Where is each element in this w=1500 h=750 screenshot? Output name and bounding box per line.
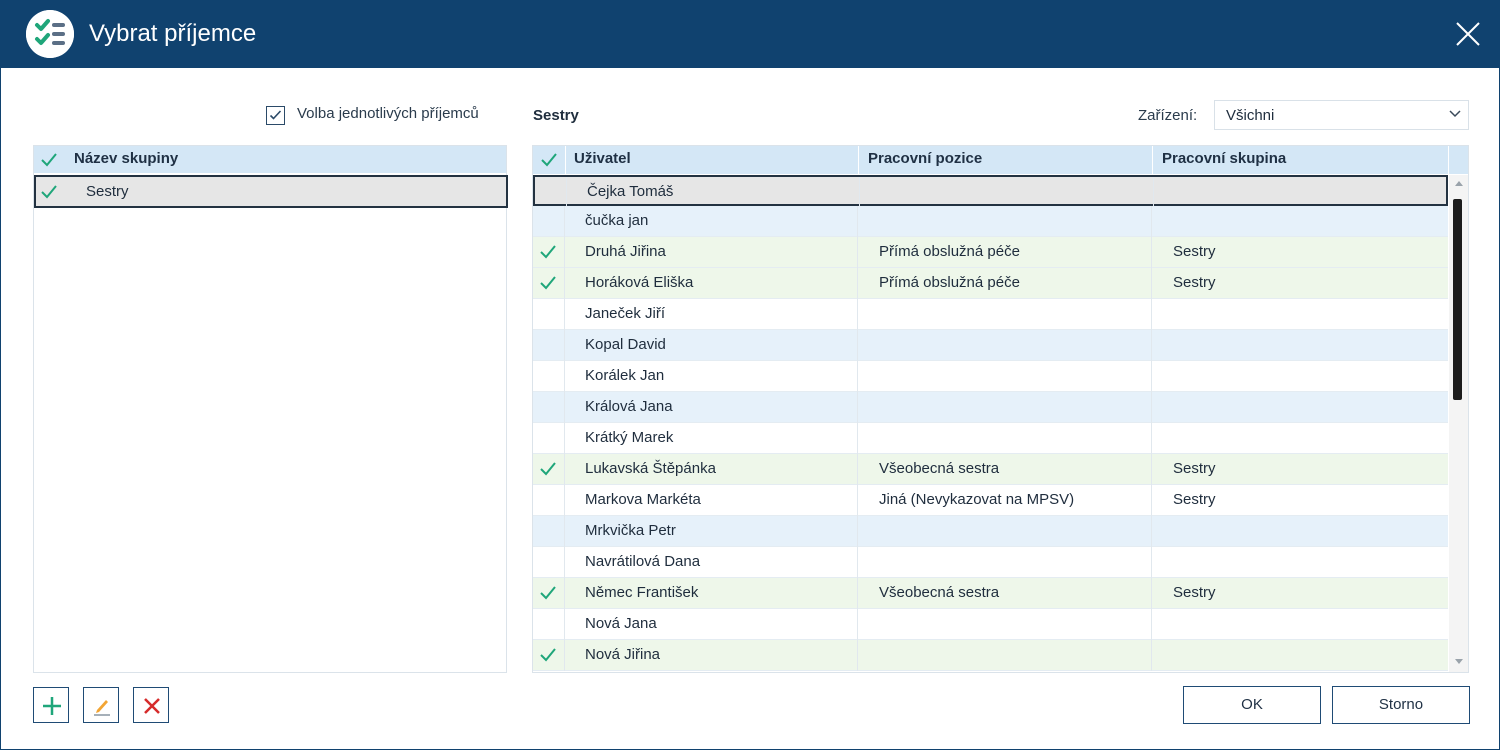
individual-recipients-label[interactable]: Volba jednotlivých příjemců — [297, 105, 479, 122]
position-cell[interactable] — [858, 206, 1152, 237]
user-name-cell[interactable] — [565, 361, 858, 392]
position-cell[interactable] — [858, 640, 1152, 671]
workgroup-cell[interactable] — [1152, 361, 1448, 392]
row-check-cell[interactable] — [533, 547, 565, 578]
row-check-cell[interactable] — [533, 237, 565, 268]
workgroup-cell[interactable] — [1152, 299, 1448, 330]
select-all-check-icon[interactable] — [540, 152, 558, 168]
table-row[interactable] — [533, 640, 1448, 671]
checkmark-icon — [268, 108, 283, 123]
select-all-check-icon[interactable] — [40, 152, 58, 168]
facility-label: Zařízení: — [1138, 107, 1198, 124]
individual-recipients-checkbox[interactable] — [266, 106, 285, 125]
table-row[interactable] — [533, 578, 1448, 609]
user-name-cell[interactable] — [565, 640, 858, 671]
workgroup-cell[interactable] — [1152, 454, 1448, 485]
row-check-cell[interactable] — [533, 361, 565, 392]
row-check-cell[interactable] — [533, 640, 565, 671]
workgroup-cell[interactable] — [1152, 485, 1448, 516]
column-separator — [1152, 146, 1153, 174]
facility-selected-value: Všichni — [1226, 107, 1275, 124]
table-row[interactable] — [533, 485, 1448, 516]
user-name-cell-text: Kopal David — [585, 336, 666, 353]
user-name-cell[interactable] — [565, 516, 858, 547]
row-check-cell[interactable] — [535, 177, 567, 208]
column-separator — [565, 146, 566, 174]
user-name-cell-text: Nová Jana — [585, 615, 657, 632]
column-separator — [1448, 146, 1449, 174]
pencil-icon — [91, 695, 113, 717]
position-cell[interactable] — [858, 516, 1152, 547]
scroll-down-arrow-icon[interactable] — [1455, 659, 1463, 664]
workgroup-cell[interactable] — [1152, 330, 1448, 361]
user-name-cell-text: Markova Markéta — [585, 491, 701, 508]
close-button[interactable] — [1448, 14, 1488, 54]
workgroup-cell[interactable] — [1152, 237, 1448, 268]
row-check-cell[interactable] — [533, 330, 565, 361]
table-row[interactable] — [533, 423, 1448, 454]
table-row[interactable] — [533, 547, 1448, 578]
position-cell[interactable] — [858, 330, 1152, 361]
users-grid — [532, 145, 1469, 673]
user-name-cell[interactable] — [565, 299, 858, 330]
ok-button[interactable]: OK — [1183, 686, 1321, 724]
check-icon[interactable] — [539, 275, 557, 291]
table-row[interactable] — [533, 361, 1448, 392]
position-cell[interactable] — [858, 485, 1152, 516]
group-name: Sestry — [86, 183, 129, 200]
workgroup-cell[interactable] — [1152, 268, 1448, 299]
delete-x-icon — [141, 695, 163, 717]
user-name-cell[interactable] — [565, 547, 858, 578]
table-row[interactable] — [533, 516, 1448, 547]
check-icon[interactable] — [539, 244, 557, 260]
workgroup-cell[interactable] — [1152, 578, 1448, 609]
workgroup-cell[interactable] — [1152, 609, 1448, 640]
dialog-title: Vybrat příjemce — [89, 20, 257, 47]
check-icon[interactable] — [40, 184, 58, 200]
user-name-cell-text: Mrkvička Petr — [585, 522, 676, 539]
user-name-cell-text: Navrátilová Dana — [585, 553, 701, 570]
table-row[interactable] — [533, 206, 1448, 237]
workgroup-cell-text: Sestry — [1173, 491, 1216, 508]
table-row[interactable] — [533, 299, 1448, 330]
user-name-cell[interactable] — [565, 330, 858, 361]
position-cell[interactable] — [858, 423, 1152, 454]
row-check-cell[interactable] — [533, 423, 565, 454]
table-row[interactable] — [533, 330, 1448, 361]
position-cell[interactable] — [858, 454, 1152, 485]
position-cell-text: Přímá obslužná péče — [879, 243, 1020, 260]
workgroup-cell[interactable] — [1152, 206, 1448, 237]
workgroup-cell-text: Sestry — [1173, 584, 1216, 601]
workgroup-cell-text: Sestry — [1173, 460, 1216, 477]
user-name-cell-text: Čejka Tomáš — [587, 183, 674, 200]
position-cell-text: Všeobecná sestra — [879, 584, 1000, 601]
position-cell-text: Přímá obslužná péče — [879, 274, 1020, 291]
chevron-down-icon — [1449, 110, 1461, 118]
row-check-cell[interactable] — [533, 516, 565, 547]
position-cell[interactable] — [858, 392, 1152, 423]
position-cell-text: Jiná (Nevykazovat na MPSV) — [879, 491, 1075, 508]
user-name-cell[interactable] — [567, 177, 860, 208]
position-cell[interactable] — [858, 237, 1152, 268]
position-cell[interactable] — [858, 547, 1152, 578]
user-name-cell[interactable] — [565, 206, 858, 237]
table-row[interactable] — [533, 237, 1448, 268]
position-cell[interactable] — [860, 177, 1154, 208]
position-column-header[interactable]: Pracovní pozice — [868, 150, 983, 167]
table-row[interactable] — [533, 609, 1448, 640]
position-cell-text: Všeobecná sestra — [879, 460, 1000, 477]
position-cell[interactable] — [858, 609, 1152, 640]
groups-grid-header — [34, 146, 506, 173]
groups-grid — [33, 145, 507, 673]
row-check-cell[interactable] — [533, 609, 565, 640]
row-check-cell[interactable] — [533, 454, 565, 485]
cancel-button[interactable]: Storno — [1332, 686, 1470, 724]
position-cell[interactable] — [858, 578, 1152, 609]
row-check-cell[interactable] — [533, 392, 565, 423]
workgroup-cell[interactable] — [1152, 392, 1448, 423]
user-name-cell-text: Korálek Jan — [585, 367, 665, 384]
table-row[interactable] — [533, 392, 1448, 423]
user-name-cell[interactable] — [565, 485, 858, 516]
user-name-cell-text: Lukavská Štěpánka — [585, 460, 716, 477]
row-check-cell[interactable] — [533, 485, 565, 516]
row-check-cell[interactable] — [533, 268, 565, 299]
user-name-cell[interactable] — [565, 454, 858, 485]
workgroup-cell[interactable] — [1152, 516, 1448, 547]
position-cell[interactable] — [858, 268, 1152, 299]
user-name-cell[interactable] — [565, 268, 858, 299]
check-icon[interactable] — [539, 647, 557, 663]
close-icon — [1448, 14, 1488, 54]
check-icon[interactable] — [539, 461, 557, 477]
title-bar — [0, 0, 1500, 68]
plus-icon — [41, 695, 63, 717]
workgroup-cell-text: Sestry — [1173, 274, 1216, 291]
workgroup-column-header[interactable]: Pracovní skupina — [1162, 150, 1287, 167]
row-check-cell[interactable] — [533, 299, 565, 330]
user-name-cell[interactable] — [565, 578, 858, 609]
group-row[interactable] — [34, 175, 508, 208]
workgroup-cell[interactable] — [1152, 547, 1448, 578]
user-name-cell-text: čučka jan — [585, 212, 649, 229]
column-separator — [858, 146, 859, 174]
position-cell[interactable] — [858, 361, 1152, 392]
user-name-cell-text: Horáková Eliška — [585, 274, 694, 291]
position-cell[interactable] — [858, 299, 1152, 330]
users-grid-header — [533, 146, 1469, 174]
row-check-cell[interactable] — [533, 578, 565, 609]
delete-button[interactable] — [133, 687, 169, 723]
users-rows — [533, 175, 1448, 671]
check-icon[interactable] — [539, 585, 557, 601]
table-row[interactable] — [533, 454, 1448, 485]
workgroup-cell-text: Sestry — [1173, 243, 1216, 260]
user-name-cell-text: Janeček Jiří — [585, 305, 666, 322]
edit-button[interactable] — [83, 687, 119, 723]
vertical-scrollbar[interactable] — [1449, 175, 1469, 673]
scroll-thumb[interactable] — [1453, 199, 1462, 400]
table-row[interactable] — [533, 175, 1448, 206]
user-name-cell-text: Druhá Jiřina — [585, 243, 666, 260]
selected-group-title: Sestry — [533, 107, 579, 124]
user-name-cell-text: Králová Jana — [585, 398, 673, 415]
checklist-icon — [26, 10, 74, 58]
user-name-cell-text: Krátký Marek — [585, 429, 674, 446]
facility-dropdown[interactable] — [1214, 100, 1469, 130]
user-column-header[interactable]: Uživatel — [574, 150, 631, 167]
table-row[interactable] — [533, 268, 1448, 299]
scroll-up-arrow-icon[interactable] — [1455, 181, 1463, 186]
user-name-cell-text: Němec František — [585, 584, 699, 601]
group-name-column-header[interactable]: Název skupiny — [74, 150, 179, 167]
add-button[interactable] — [33, 687, 69, 723]
row-check-cell[interactable] — [533, 206, 565, 237]
user-name-cell[interactable] — [565, 392, 858, 423]
user-name-cell[interactable] — [565, 237, 858, 268]
workgroup-cell[interactable] — [1152, 640, 1448, 671]
workgroup-cell[interactable] — [1152, 423, 1448, 454]
user-name-cell[interactable] — [565, 609, 858, 640]
workgroup-cell[interactable] — [1154, 177, 1450, 208]
user-name-cell-text: Nová Jiřina — [585, 646, 661, 663]
user-name-cell[interactable] — [565, 423, 858, 454]
